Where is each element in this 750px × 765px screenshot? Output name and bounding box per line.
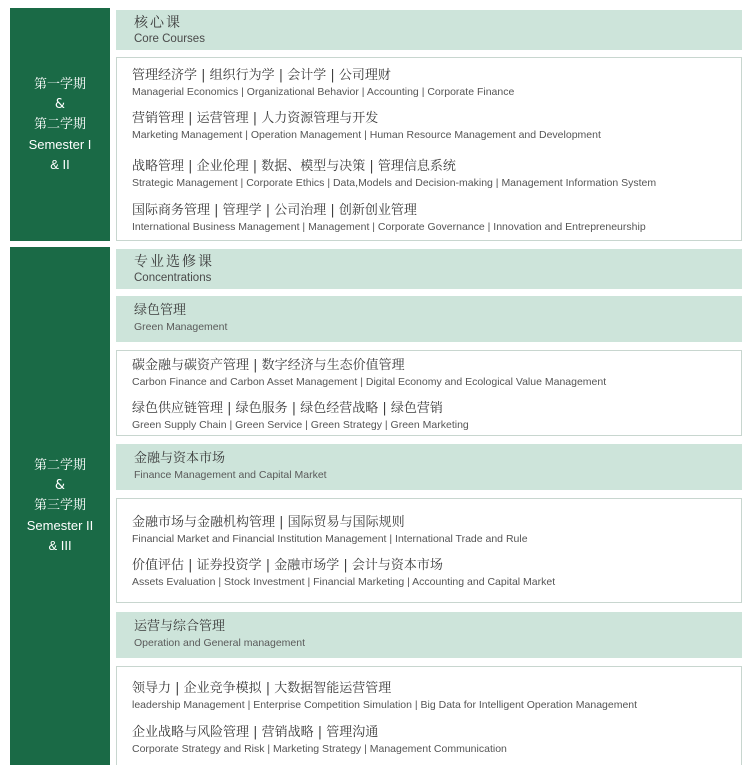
course-item: [132, 202, 737, 234]
course-item: [132, 67, 737, 99]
semester-1-line1: 第一学期: [33, 76, 86, 92]
course-name-zh: 价值评估 | 证券投资学 | 金融市场学 | 会计与资本市场: [132, 558, 443, 573]
course-name-zh: 国际商务管理 | 管理学 | 公司治理 | 创新创业管理: [132, 203, 417, 218]
semester-1-line4: Semester I: [28, 136, 92, 152]
semester-2-line2: &: [54, 478, 66, 493]
semester-2-line3: 第三学期: [33, 498, 86, 513]
course-name-zh: 领导力 | 企业竞争模拟 | 大数据智能运营管理: [132, 681, 392, 696]
finance-box: [116, 498, 742, 603]
course-name-en: Strategic Management | Corporate Ethics | Data,Models and Decision-making | Management Information System: [132, 177, 657, 189]
course-item: [132, 724, 737, 756]
concentrations-header: [116, 249, 742, 289]
semester-2-3-label: [10, 247, 110, 765]
semester-2-line4: Semester II: [26, 518, 94, 533]
green-management-header: [116, 296, 742, 342]
course-name-en: leadership Management | Enterprise Competition Simulation | Big Data for Intelligent Operation Management: [132, 699, 638, 711]
course-name-zh: 绿色供应链管理 | 绿色服务 | 绿色经营战略 | 绿色营销: [132, 401, 443, 416]
course-item: [132, 400, 737, 432]
semester-1-2-label: [10, 8, 110, 241]
course-name-zh: 金融市场与金融机构管理 | 国际贸易与国际规则: [132, 515, 405, 530]
course-item: [132, 680, 737, 712]
course-item: [132, 514, 737, 546]
semester-2-line5: & III: [48, 538, 72, 553]
course-item: [132, 357, 737, 389]
group-title-en: Operation and General management: [134, 637, 306, 649]
course-item: [132, 110, 737, 142]
semester-1-line2: &: [54, 96, 66, 112]
course-name-zh: 营销管理 | 运营管理 | 人力资源管理与开发: [132, 111, 379, 126]
group-title-zh: 金融与资本市场: [134, 451, 226, 466]
course-name-zh: 管理经济学 | 组织行为学 | 会计学 | 公司理财: [132, 68, 391, 83]
course-name-zh: 战略管理 | 企业伦理 | 数据、模型与决策 | 管理信息系统: [132, 159, 456, 174]
course-name-zh: 碳金融与碳资产管理 | 数字经济与生态价值管理: [132, 358, 405, 373]
core-courses-title-en: Core Courses: [134, 33, 205, 45]
core-courses-title: 核心课: [134, 15, 182, 31]
course-name-zh: 企业战略与风险管理 | 营销战略 | 管理沟通: [132, 725, 379, 740]
course-name-en: Financial Market and Financial Institution Management | International Trade and Rule: [132, 533, 528, 545]
course-name-en: Green Supply Chain | Green Service | Green Strategy | Green Marketing: [132, 419, 469, 431]
group-title-zh: 运营与综合管理: [134, 619, 226, 634]
finance-header: [116, 444, 742, 490]
course-name-en: Assets Evaluation | Stock Investment | Financial Marketing | Accounting and Capital Market: [132, 576, 556, 588]
green-management-box: [116, 350, 742, 436]
course-item: [132, 557, 737, 589]
operation-header: [116, 612, 742, 658]
group-title-en: Finance Management and Capital Market: [134, 469, 327, 481]
course-name-en: Corporate Strategy and Risk | Marketing Strategy | Management Communication: [132, 743, 507, 755]
group-title-zh: 绿色管理: [134, 303, 187, 318]
course-name-en: Managerial Economics | Organizational Behavior | Accounting | Corporate Finance: [132, 86, 515, 98]
concentrations-title: 专业选修课: [134, 254, 214, 270]
course-name-en: Marketing Management | Operation Management | Human Resource Management and Development: [132, 129, 601, 141]
operation-box: [116, 666, 742, 765]
course-item: [132, 158, 737, 190]
concentrations-title-en: Concentrations: [134, 272, 212, 284]
semester-1-line5: & II: [50, 156, 70, 172]
semester-1-line3: 第二学期: [33, 116, 86, 132]
semester-2-line1: 第二学期: [33, 458, 86, 473]
group-title-en: Green Management: [134, 321, 228, 333]
core-courses-header: [116, 10, 742, 50]
course-name-en: International Business Management | Management | Corporate Governance | Innovation and Entrepreneurship: [132, 221, 646, 233]
course-name-en: Carbon Finance and Carbon Asset Management | Digital Economy and Ecological Value Management: [132, 376, 607, 388]
core-courses-box: [116, 57, 742, 241]
